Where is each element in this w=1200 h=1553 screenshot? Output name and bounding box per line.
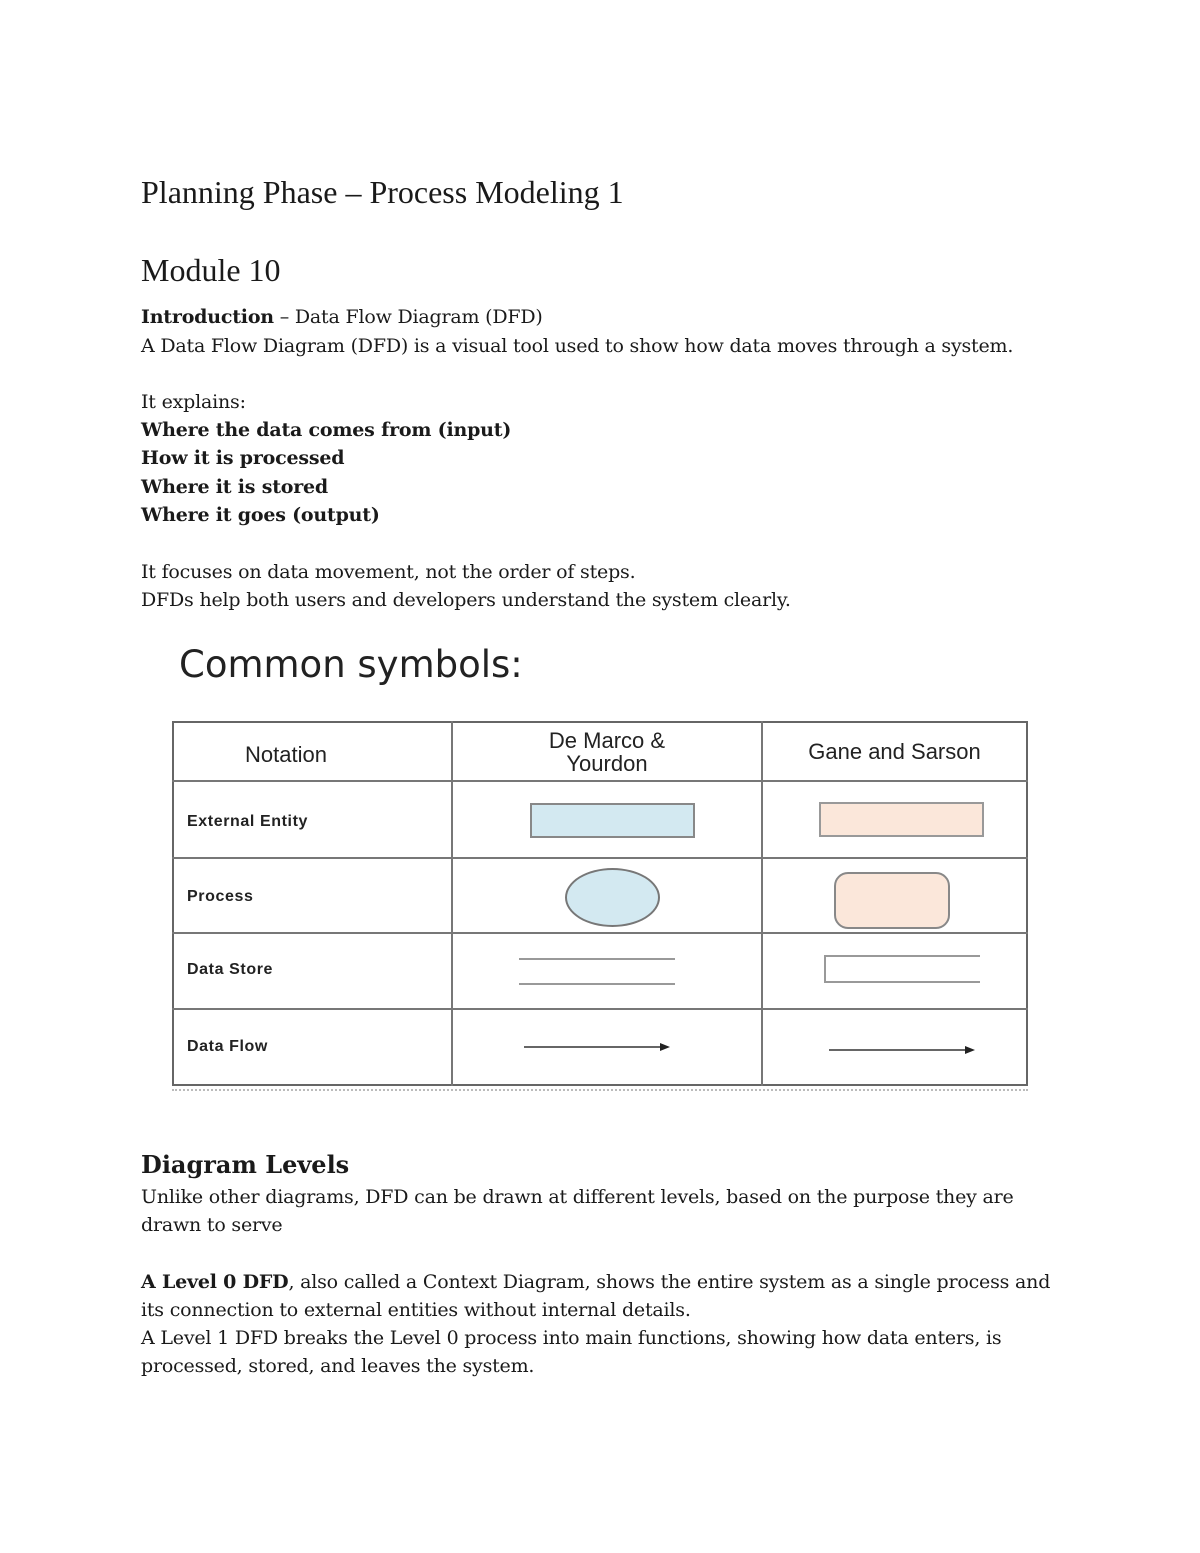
- level0-rest: , also called a Context Diagram, shows the entire system as a single process and: [288, 1271, 1051, 1293]
- intro-line: [141, 303, 543, 331]
- level0-bold: A Level 0 DFD: [141, 1271, 289, 1293]
- header-notation: Notation: [245, 742, 327, 767]
- page-title: Planning Phase – Process Modeling 1: [141, 174, 624, 210]
- explains-item: Where it goes (output): [141, 504, 380, 526]
- symbols-title: Common symbols:: [179, 643, 523, 686]
- gane-store-open-rect: [824, 955, 980, 983]
- level1-line2: processed, stored, and leaves the system.: [141, 1355, 535, 1377]
- table-divider: [451, 721, 453, 1086]
- header-demarco-line1: De Marco &: [548, 728, 666, 753]
- help-text: DFDs help both users and developers understand the system clearly.: [141, 589, 791, 611]
- level0-line2: its connection to external entities without internal details.: [141, 1299, 691, 1321]
- gane-process-rounded-rect: [834, 872, 950, 929]
- level1-line: A Level 1 DFD breaks the Level 0 process into main functions, showing how data enters, is: [141, 1327, 1002, 1349]
- demarco-store-top-line: [519, 958, 675, 960]
- table-divider: [172, 857, 1028, 859]
- table-divider: [172, 1008, 1028, 1010]
- row-label-data-flow: Data Flow: [187, 1038, 268, 1055]
- explains-item: Where it is stored: [141, 476, 329, 498]
- focus-text: It focuses on data movement, not the order of steps.: [141, 561, 636, 583]
- header-gane-sarson: Gane and Sarson: [808, 739, 981, 764]
- diagram-levels-heading: Diagram Levels: [141, 1150, 350, 1179]
- table-divider: [761, 721, 763, 1086]
- header-demarco: [453, 729, 761, 775]
- level0-line: [141, 1268, 1050, 1296]
- table-shadow: [172, 1086, 1028, 1091]
- row-label-data-store: Data Store: [187, 961, 274, 978]
- table-divider: [172, 932, 1028, 934]
- explains-label: It explains:: [141, 391, 246, 413]
- demarco-flow-arrow-icon: [524, 1040, 672, 1054]
- row-label-process: Process: [187, 888, 254, 905]
- row-label-external-entity: External Entity: [187, 813, 309, 830]
- explains-item: Where the data comes from (input): [141, 419, 512, 441]
- levels-intro-line: drawn to serve: [141, 1214, 283, 1236]
- demarco-store-bottom-line: [519, 983, 675, 985]
- module-heading: Module 10: [141, 252, 281, 288]
- gane-flow-arrow-icon: [829, 1043, 977, 1057]
- demarco-entity-rect: [530, 803, 695, 838]
- gane-entity-rect: [819, 802, 984, 837]
- header-demarco-line2: Yourdon: [566, 751, 648, 776]
- intro-label: Introduction: [141, 306, 274, 328]
- levels-intro-line: Unlike other diagrams, DFD can be drawn at different levels, based on the purpose they are: [141, 1186, 1014, 1208]
- dfd-definition: A Data Flow Diagram (DFD) is a visual tool used to show how data moves through a system.: [141, 335, 1014, 357]
- intro-label-rest: – Data Flow Diagram (DFD): [273, 306, 543, 328]
- demarco-process-circle: [565, 868, 660, 927]
- table-divider: [172, 780, 1028, 782]
- explains-item: How it is processed: [141, 447, 345, 469]
